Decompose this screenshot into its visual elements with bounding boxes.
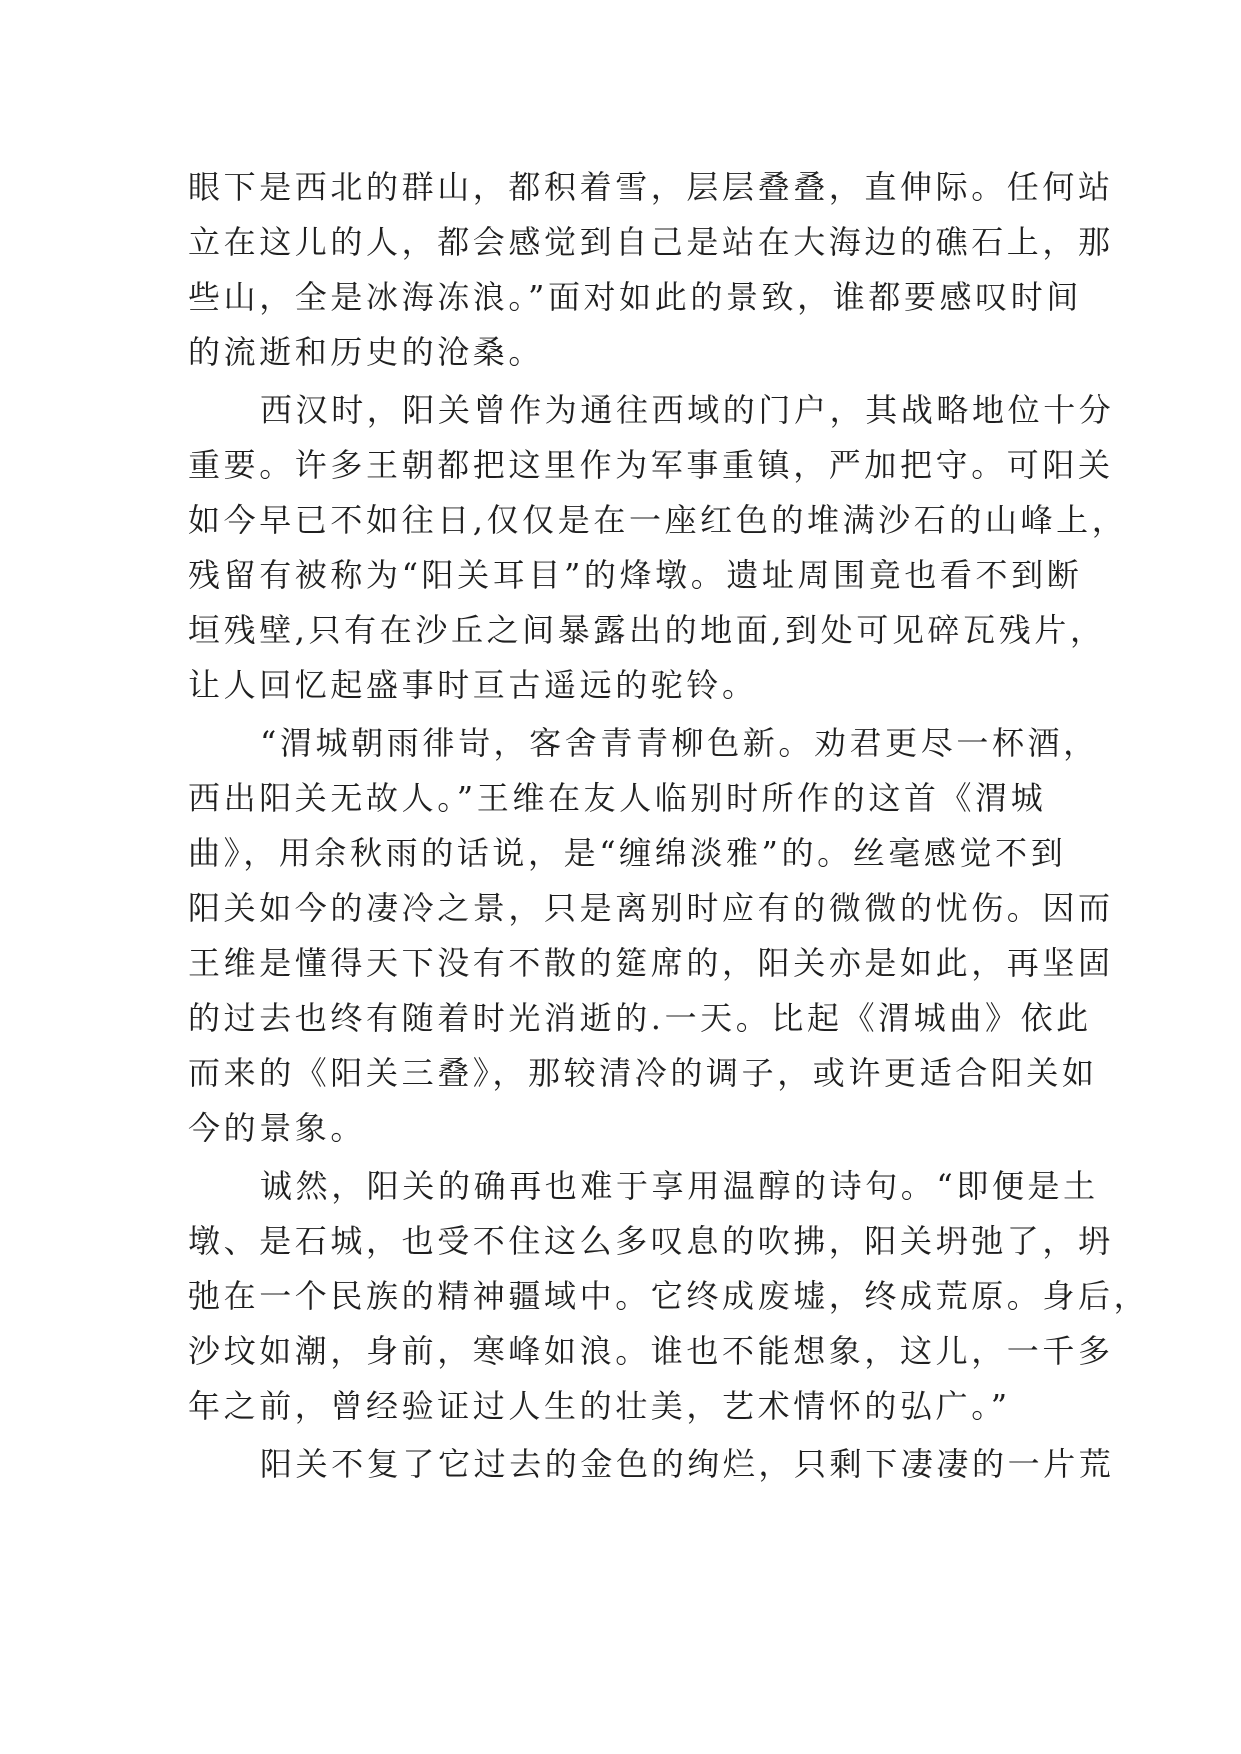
text-line: 西出阳关无故人。”王维在友人临别时所作的这首《渭城 — [188, 779, 1047, 817]
paragraph-start-line: “渭城朝雨徘岢，客舍青青柳色新。劝君更尽一杯酒， — [260, 724, 1099, 762]
text-line: 今的景象。 — [188, 1109, 367, 1147]
text-line: 而来的《阳关三叠》，那较清冷的调子，或许更适合阳关如 — [188, 1054, 1098, 1092]
text-line: 王维是懂得天下没有不散的筵席的，阳关亦是如此，再坚固 — [188, 944, 1114, 982]
text-line: 让人回忆起盛事时亘古遥远的驼铃。 — [188, 666, 758, 704]
text-line: 立在这儿的人，都会感觉到自己是站在大海边的礁石上，那 — [188, 223, 1114, 261]
text-line: 墩、是石城，也受不住这么多叹息的吹拂，阳关坍弛了，坍 — [188, 1222, 1114, 1260]
text-line: 弛在一个民族的精神疆域中。它终成废墟，终成荒原。身后， — [188, 1277, 1150, 1315]
text-line: 阳关如今的凄冷之景，只是离别时应有的微微的忧伤。因而 — [188, 889, 1114, 927]
text-line: 如今早已不如往日,仅仅是在一座红色的堆满沙石的山峰上， — [188, 501, 1128, 539]
text-line: 曲》，用余秋雨的话说，是“缠绵淡雅”的。丝毫感觉不到 — [188, 834, 1067, 872]
paragraph-start-line: 阳关不复了它过去的金色的绚烂，只剩下凄凄的一片荒 — [260, 1445, 1115, 1483]
text-line: 的流逝和历史的沧桑。 — [188, 333, 545, 371]
text-line: 重要。许多王朝都把这里作为军事重镇，严加把守。可阳关 — [188, 446, 1114, 484]
text-line: 眼下是西北的群山，都积着雪，层层叠叠，直伸际。任何站 — [188, 168, 1114, 206]
text-line: 残留有被称为“阳关耳目”的烽墩。遗址周围竟也看不到断 — [188, 556, 1083, 594]
paragraph-start-line: 西汉时，阳关曾作为通往西域的门户，其战略地位十分 — [260, 391, 1115, 429]
text-line: 的过去也终有随着时光消逝的.一天。比起《渭城曲》依此 — [188, 999, 1092, 1037]
document-body — [188, 160, 1150, 1492]
paragraph-start-line: 诚然，阳关的确再也难于享用温醇的诗句。“即便是土 — [260, 1167, 1099, 1205]
text-line: 些山，全是冰海冻浪。”面对如此的景致，谁都要感叹时间 — [188, 278, 1082, 316]
text-line: 垣残壁,只有在沙丘之间暴露出的地面,到处可见碎瓦残片， — [188, 611, 1106, 649]
text-line: 年之前，曾经验证过人生的壮美，艺术情怀的弘广。” — [188, 1387, 1011, 1425]
text-line: 沙坟如潮，身前，寒峰如浪。谁也不能想象，这儿，一千多 — [188, 1332, 1114, 1370]
